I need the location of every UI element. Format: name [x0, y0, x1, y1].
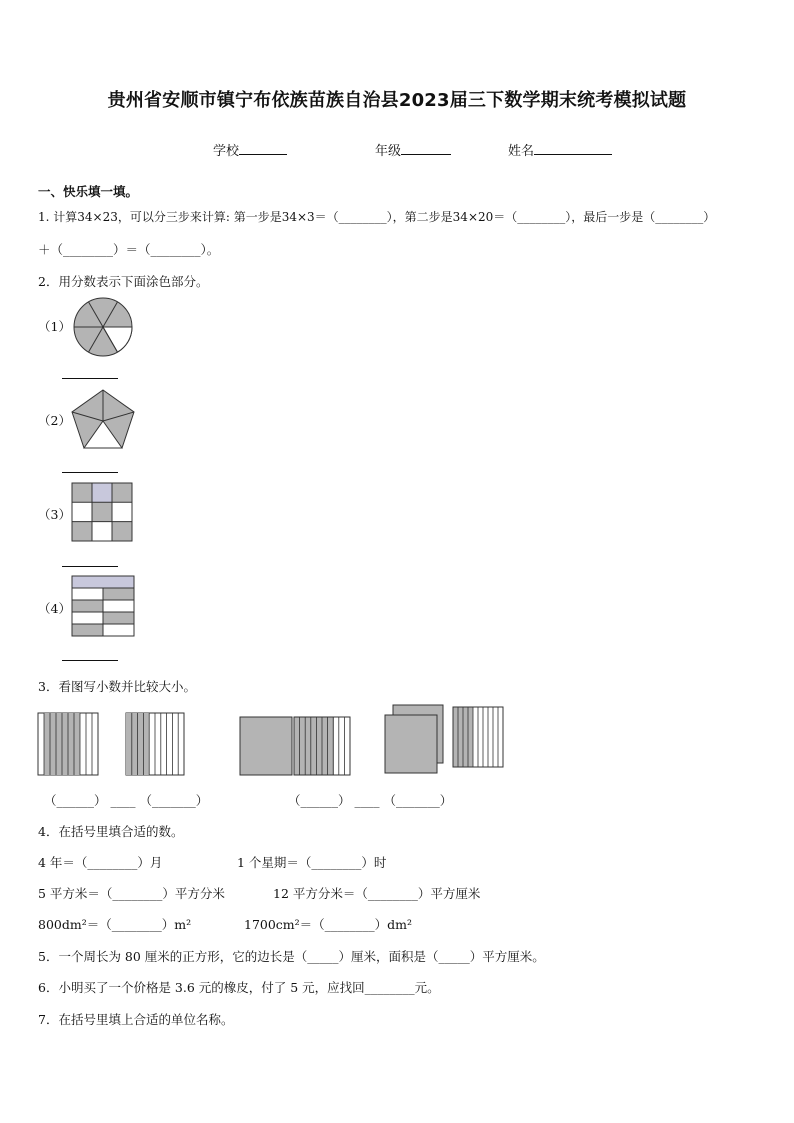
section-heading: 一、快乐填一填。: [38, 184, 139, 199]
answer-blank-2[interactable]: [62, 472, 118, 473]
school-label: 学校: [213, 144, 240, 159]
square-model-left: [240, 717, 350, 775]
grade-label: 年级: [375, 144, 402, 159]
question-4-row2-right[interactable]: 12 平方分米＝（________）平方厘米: [273, 886, 481, 901]
name-blank[interactable]: [534, 142, 612, 155]
page-title: 贵州省安顺市镇宁布依族苗族自治县2023届三下数学期末统考模拟试题: [107, 90, 687, 111]
figure-label-3: （3）: [38, 507, 71, 522]
pentagon-figure: [70, 388, 136, 450]
name-label: 姓名: [508, 144, 535, 159]
strip-model-right: [126, 713, 184, 775]
question-1-line2: ＋（________）＝（________）。: [38, 242, 220, 257]
question-1-line1: 1. 计算34×23，可以分三步来计算: 第一步是34×3＝（________），第二步是34×20＝（________），最后一步是（________）: [38, 210, 716, 224]
question-4-row1-left[interactable]: 4 年＝（________）月: [38, 855, 163, 870]
grade-blank[interactable]: [401, 142, 451, 155]
grade-field[interactable]: [375, 140, 451, 159]
square-model-right: [383, 705, 505, 775]
question-4-row3-left[interactable]: 800dm²＝（________）m²: [38, 917, 192, 932]
grid-figure: [72, 483, 132, 541]
strip-figure: [72, 576, 134, 636]
question-4-text: 4．在括号里填合适的数。: [38, 824, 184, 839]
question-4-row1-right[interactable]: 1 个星期＝（________）时: [237, 855, 387, 870]
question-3-text: 3．看图写小数并比较大小。: [38, 679, 196, 694]
question-7-text: 7．在括号里填上合适的单位名称。: [38, 1012, 234, 1027]
circle-figure: [72, 296, 134, 358]
strip-model-left: [38, 713, 98, 775]
question-6-text[interactable]: 6．小明买了一个价格是 3.6 元的橡皮，付了 5 元，应找回________元。: [38, 980, 440, 995]
name-field[interactable]: [508, 140, 612, 159]
figure-label-1: （1）: [38, 319, 71, 334]
figure-label-2: （2）: [38, 413, 71, 428]
answer-blank-1[interactable]: [62, 378, 118, 379]
question-3-answer-left[interactable]: （______） ____ （_______）: [44, 793, 209, 808]
figure-label-4: （4）: [38, 601, 71, 616]
question-5-text[interactable]: 5．一个周长为 80 厘米的正方形，它的边长是（_____）厘米，面积是（_____）平方厘米。: [38, 949, 545, 964]
school-field[interactable]: [213, 140, 287, 159]
question-4-row3-right[interactable]: 1700cm²＝（________）dm²: [244, 917, 413, 932]
answer-blank-3[interactable]: [62, 566, 118, 567]
question-4-row2-left[interactable]: 5 平方米＝（________）平方分米: [38, 886, 225, 901]
school-blank[interactable]: [239, 142, 287, 155]
question-3-answer-right[interactable]: （______） ____ （_______）: [288, 793, 453, 808]
question-2-text: 2．用分数表示下面涂色部分。: [38, 274, 209, 289]
answer-blank-4[interactable]: [62, 660, 118, 661]
